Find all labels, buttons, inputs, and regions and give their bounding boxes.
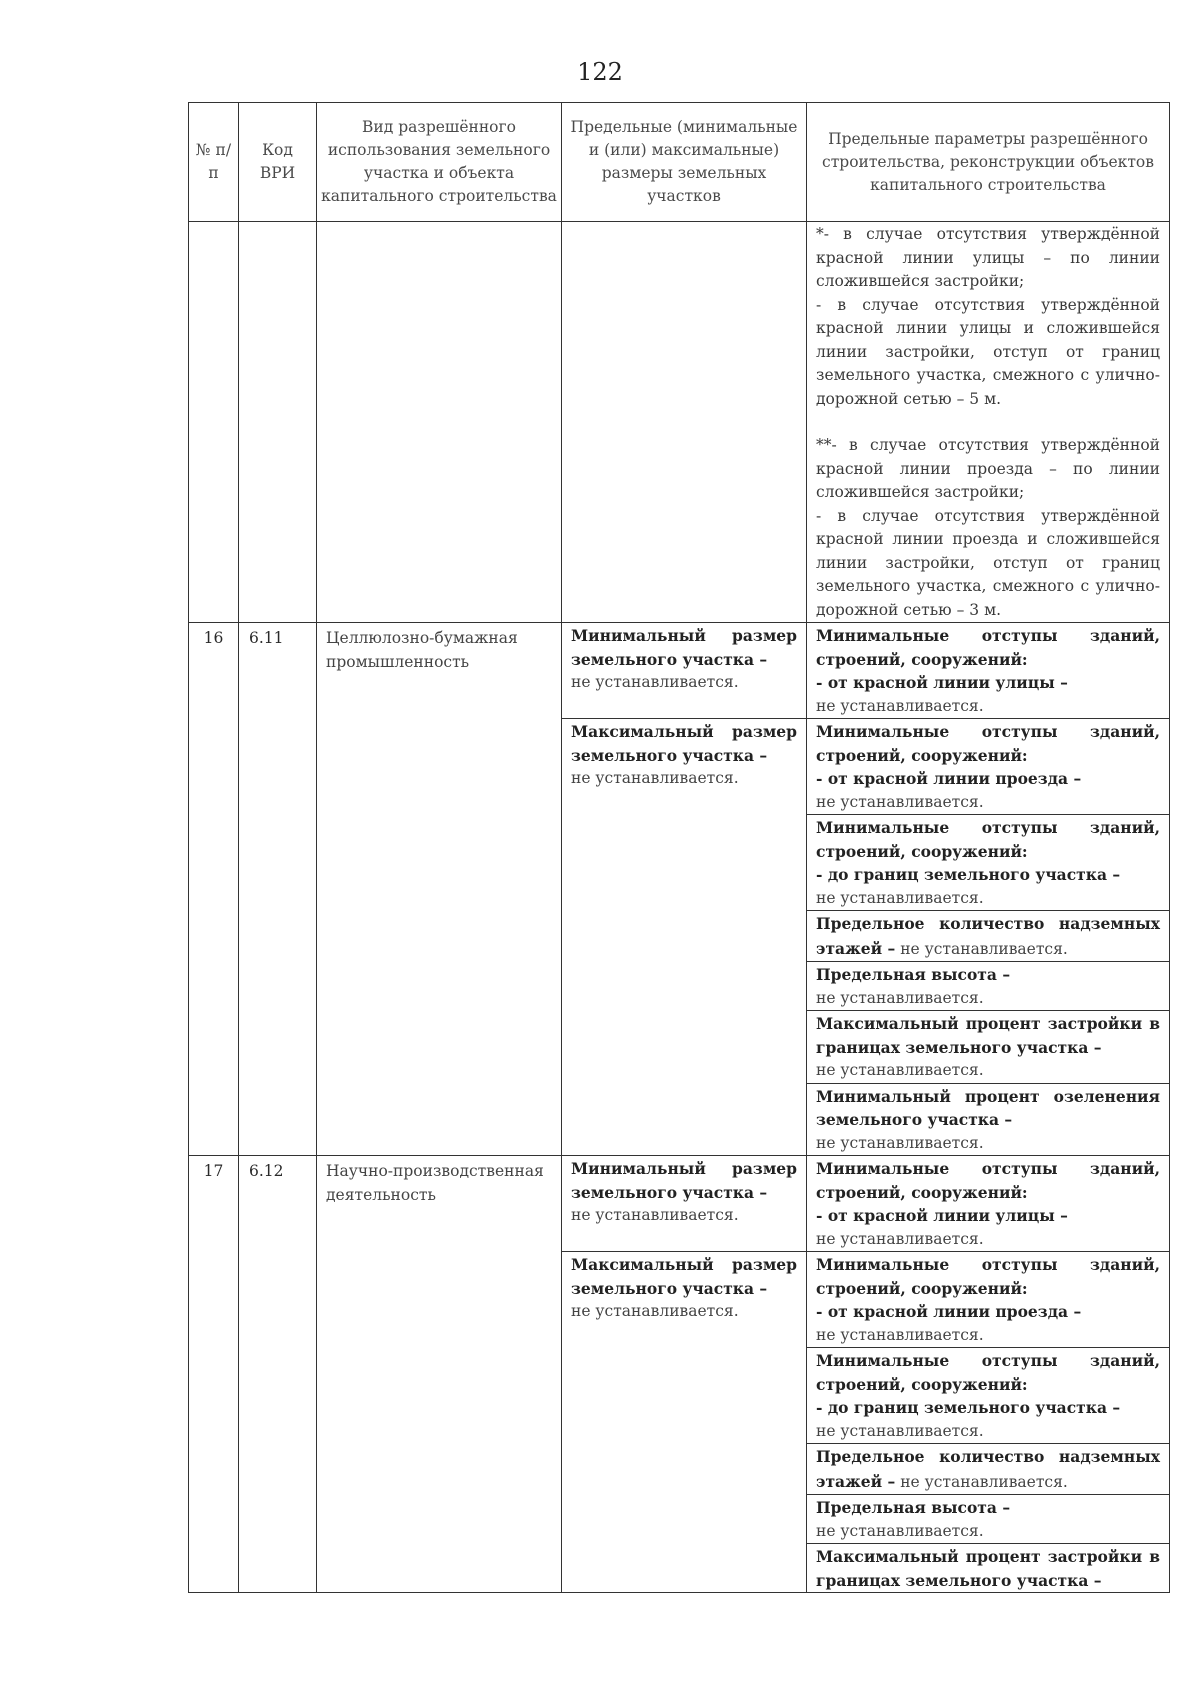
min-size-title: Минимальный размер земельного участка – (571, 626, 797, 669)
param-street-cell (807, 1156, 1170, 1252)
param-border-title: Минимальные отступы зданий, строений, сооружений: (816, 1351, 1160, 1394)
param-street-item: - от красной линии улицы – (816, 1206, 1068, 1225)
param-street-title: Минимальные отступы зданий, строений, сооружений: (816, 626, 1160, 669)
param-drive-title: Минимальные отступы зданий, строений, сооружений: (816, 1255, 1160, 1298)
note-drive-a: **- в случае отсутствия утверждённой красной линии проезда – по линии сложившейся застройки; (816, 436, 1160, 501)
param-floors-cell (807, 1444, 1170, 1495)
row-code: 6.12 (239, 1156, 317, 1593)
header-num: № п/п (189, 103, 239, 222)
header-params: Предельные параметры разрешённого строительства, реконструкции объектов капитального строительства (807, 103, 1170, 222)
header-use: Вид разрешённого использования земельного участка и объекта капитального строительства (317, 103, 562, 222)
min-size-title: Минимальный размер земельного участка – (571, 1159, 797, 1202)
param-height-title: Предельная высота – (816, 965, 1011, 984)
note-drive-b: - в случае отсутствия утверждённой красной линии проезда и сложившейся линии застройки, отступ от границ земельного участка, смежного с улично-дорожной сетью – 3 м. (816, 506, 1160, 619)
max-size-value: не устанавливается. (571, 769, 739, 787)
min-size-value: не устанавливается. (571, 1206, 739, 1224)
zoning-table (188, 102, 1170, 1593)
param-border-item: - до границ земельного участка – (816, 1398, 1121, 1417)
param-drive-item: - от красной линии проезда – (816, 769, 1082, 788)
param-street-cell (807, 623, 1170, 719)
max-size-value: не устанавливается. (571, 1302, 739, 1320)
row-use: Целлюлозно-бумажная промышленность (317, 623, 562, 1156)
param-street-value: не устанавливается. (816, 1229, 984, 1248)
param-border-value: не устанавливается. (816, 888, 984, 907)
row-code: 6.11 (239, 623, 317, 1156)
param-height-value: не устанавливается. (816, 1521, 984, 1540)
param-coverage-cell (807, 1011, 1170, 1084)
param-coverage-title: Максимальный процент застройки в границах земельного участка – (816, 1547, 1160, 1590)
note-street-a: *- в случае отсутствия утверждённой красной линии улицы – по линии сложившейся застройки; (816, 225, 1160, 290)
param-drive-value: не устанавливается. (816, 1325, 984, 1344)
param-drive-value: не устанавливается. (816, 792, 984, 811)
param-drive-title: Минимальные отступы зданий, строений, сооружений: (816, 722, 1160, 765)
param-height-cell (807, 1495, 1170, 1544)
continuation-row (189, 222, 1170, 623)
note-street-b: - в случае отсутствия утверждённой красной линии улицы и сложившейся линии застройки, отступ от границ земельного участка, смежного с улично-дорожной сетью – 5 м. (816, 295, 1160, 408)
param-green-cell (807, 1083, 1170, 1156)
param-street-value: не устанавливается. (816, 696, 984, 715)
row-num: 16 (189, 623, 239, 1156)
param-floors-cell (807, 911, 1170, 962)
min-size-value: не устанавливается. (571, 673, 739, 691)
header-code: Код ВРИ (239, 103, 317, 222)
param-green-value: не устанавливается. (816, 1133, 984, 1152)
param-drive-cell (807, 1252, 1170, 1348)
max-size-title: Максимальный размер земельного участка – (571, 722, 797, 765)
param-floors-title: Предельное количество надземных этажей – (816, 1447, 1160, 1491)
max-size-title: Максимальный размер земельного участка – (571, 1255, 797, 1298)
param-green-title: Минимальный процент озеленения земельного участка – (816, 1086, 1160, 1129)
row-use: Научно-производственная деятельность (317, 1156, 562, 1593)
table-header-row (189, 103, 1170, 222)
min-size-cell (562, 623, 807, 719)
param-street-title: Минимальные отступы зданий, строений, сооружений: (816, 1159, 1160, 1202)
page-number: 122 (577, 58, 623, 86)
param-coverage-cell (807, 1544, 1170, 1593)
param-height-value: не устанавливается. (816, 988, 984, 1007)
param-street-item: - от красной линии улицы – (816, 673, 1068, 692)
param-border-cell (807, 1348, 1170, 1444)
param-border-title: Минимальные отступы зданий, строений, сооружений: (816, 818, 1160, 861)
continuation-note (807, 222, 1170, 623)
min-size-cell (562, 1156, 807, 1252)
param-drive-item: - от красной линии проезда – (816, 1302, 1082, 1321)
param-border-cell (807, 815, 1170, 911)
param-height-title: Предельная высота – (816, 1498, 1011, 1517)
param-border-item: - до границ земельного участка – (816, 865, 1121, 884)
param-drive-cell (807, 719, 1170, 815)
max-size-cell (562, 719, 807, 1156)
param-floors-value: не устанавливается. (900, 939, 1068, 958)
row-num: 17 (189, 1156, 239, 1593)
header-size: Предельные (минимальные и (или) максимальные) размеры земельных участков (562, 103, 807, 222)
param-border-value: не устанавливается. (816, 1421, 984, 1440)
param-coverage-title: Максимальный процент застройки в границах земельного участка – (816, 1014, 1160, 1057)
param-floors-value: не устанавливается. (900, 1472, 1068, 1491)
param-coverage-value: не устанавливается. (816, 1061, 984, 1079)
max-size-cell (562, 1252, 807, 1593)
table-row (189, 623, 1170, 719)
param-floors-title: Предельное количество надземных этажей – (816, 914, 1160, 958)
table-row (189, 1156, 1170, 1252)
param-height-cell (807, 962, 1170, 1011)
